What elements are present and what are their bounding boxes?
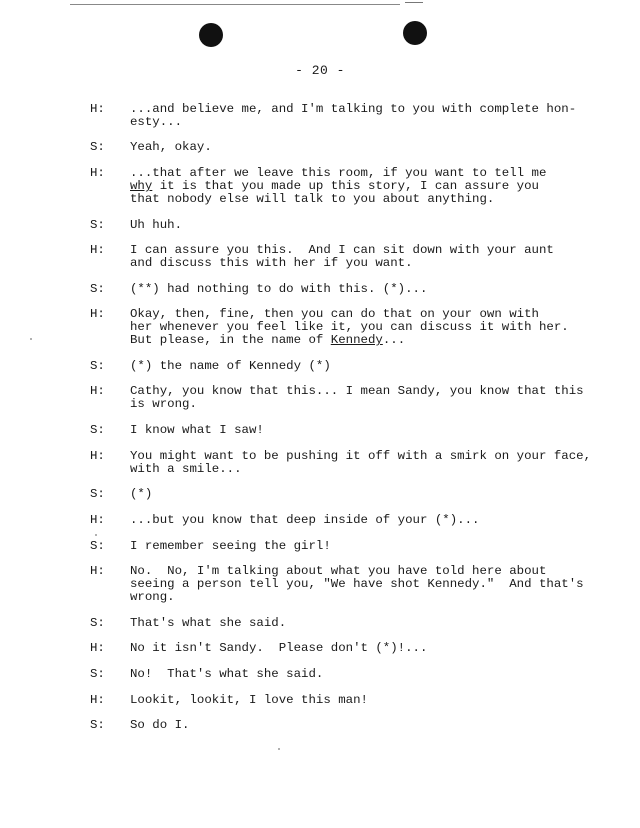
utterance-line: Uh huh. [130,218,183,232]
underlined-word: Kennedy [330,333,383,347]
speaker-label: S: [90,667,105,681]
speaker-label: S: [90,218,105,232]
utterance-line: with a smile... [130,462,242,476]
utterance-line: No it isn't Sandy. Please don't (*)!... [130,641,428,655]
speaker-label: H: [90,307,105,321]
utterance-line: You might want to be pushing it off with a smirk on your face, [130,449,592,463]
page-number: - 20 - [295,63,345,78]
utterance-line: That's what she said. [130,616,287,630]
top-edge-rule [70,4,400,5]
utterance-line: ...but you know that deep inside of your (*)... [130,513,480,527]
utterance-line: Okay, then, fine, then you can do that on your own with [130,307,539,321]
utterance-line: I know what I saw! [130,423,264,437]
utterance-text [130,360,605,373]
utterance-text [130,385,605,411]
utterance-line: But please, in the name of Kennedy... [130,333,406,347]
scan-speck [278,748,280,750]
utterance-text [130,719,605,732]
utterance-line: So do I. [130,718,190,732]
speaker-label: H: [90,693,105,707]
utterance-text [130,103,605,129]
utterance-text [130,424,605,437]
speaker-label: S: [90,359,105,373]
utterance-line: that nobody else will talk to you about anything. [130,192,495,206]
speaker-label: S: [90,282,105,296]
speaker-label: S: [90,718,105,732]
utterance-line: seeing a person tell you, "We have shot Kennedy." And that's [130,577,584,591]
speaker-label: S: [90,423,105,437]
utterance-line: No. No, I'm talking about what you have told here about [130,564,547,578]
speaker-label: H: [90,564,105,578]
speaker-label: H: [90,166,105,180]
scan-speck [95,534,97,536]
speaker-label: H: [90,102,105,116]
utterance-text [130,219,605,232]
utterance-text [130,308,605,347]
utterance-text [130,617,605,630]
speaker-label: S: [90,616,105,630]
utterance-text [130,668,605,681]
utterance-text [130,244,605,270]
utterance-text [130,283,605,296]
speaker-label: H: [90,384,105,398]
utterance-text [130,514,605,527]
scan-speck [30,338,32,340]
utterance-line: (*) the name of Kennedy (*) [130,359,331,373]
utterance-line: Cathy, you know that this... I mean Sandy, you know that this [130,384,584,398]
utterance-line: ...and believe me, and I'm talking to you with complete hon- [130,102,577,116]
utterance-line: Lookit, lookit, I love this man! [130,693,368,707]
utterance-text [130,450,605,476]
utterance-line: wrong. [130,590,175,604]
utterance-text [130,540,605,553]
utterance-text [130,488,605,501]
utterance-line: No! That's what she said. [130,667,324,681]
utterance-text [130,642,605,655]
utterance-line: and discuss this with her if you want. [130,256,413,270]
utterance-line: Yeah, okay. [130,140,212,154]
punch-hole-left [199,23,223,47]
speaker-label: H: [90,243,105,257]
utterance-line: her whenever you feel like it, you can discuss it with her. [130,320,569,334]
utterance-line: I can assure you this. And I can sit down with your aunt [130,243,554,257]
utterance-line: (**) had nothing to do with this. (*)... [130,282,428,296]
utterance-text [130,694,605,707]
utterance-line: why it is that you made up this story, I can assure you [130,179,539,193]
utterance-line: (*) [130,487,153,501]
utterance-line: is wrong. [130,397,197,411]
utterance-line: esty... [130,115,183,129]
underlined-word: why [130,179,153,193]
utterance-text [130,167,605,206]
utterance-text [130,565,605,604]
speaker-label: H: [90,513,105,527]
speaker-label: H: [90,449,105,463]
utterance-text [130,141,605,154]
punch-hole-right [403,21,427,45]
utterance-line: ...that after we leave this room, if you want to tell me [130,166,547,180]
top-edge-mark [405,2,423,3]
speaker-label: S: [90,539,105,553]
speaker-label: S: [90,487,105,501]
speaker-label: S: [90,140,105,154]
utterance-line: I remember seeing the girl! [130,539,331,553]
speaker-label: H: [90,641,105,655]
